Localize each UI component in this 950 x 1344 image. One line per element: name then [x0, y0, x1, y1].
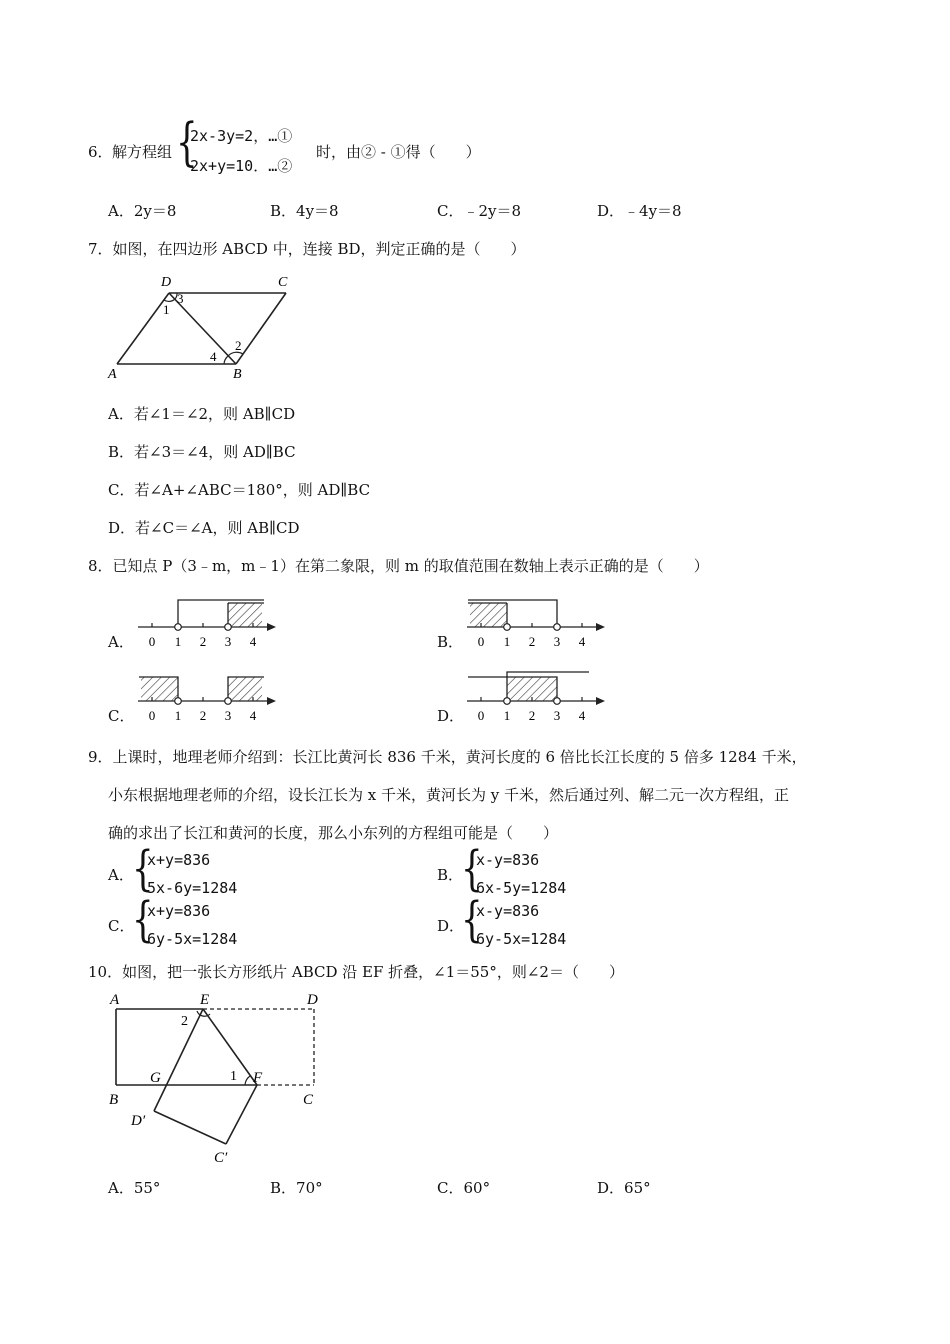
- q10-label-b: B: [109, 1092, 119, 1108]
- tick-2: 2: [199, 708, 207, 723]
- q7-arc-4: [224, 356, 228, 364]
- q10-figure: [100, 988, 340, 1168]
- q10-label-g: G: [150, 1070, 161, 1086]
- q9-brace-b: {: [461, 841, 483, 897]
- q10-stem: 10．如图，把一张长方形纸片 ABCD 沿 EF 折叠，∠1＝55°，则∠2＝（ ）: [88, 963, 624, 981]
- q7-option-a[interactable]: A．若∠1＝∠2，则 AB∥CD: [108, 405, 296, 423]
- tick-4: 4: [249, 634, 257, 649]
- tick-1: 1: [174, 708, 182, 723]
- tick-1: 1: [503, 708, 511, 723]
- q7-label-d: D: [161, 275, 172, 290]
- tick-4: 4: [578, 708, 586, 723]
- tick-1: 1: [174, 634, 182, 649]
- q6-option-a[interactable]: A．2y＝8: [108, 202, 177, 220]
- q10-side-d1c1: [154, 1111, 226, 1144]
- q8-numberline-c[interactable]: [136, 668, 286, 728]
- tick-0: 0: [477, 708, 485, 723]
- q9-a-eq1: x+y=836: [147, 851, 211, 869]
- tick-0: 0: [477, 634, 485, 649]
- q10-label-f: F: [253, 1070, 263, 1086]
- tick-0: 0: [148, 634, 156, 649]
- q9-c-eq1: x+y=836: [147, 902, 211, 920]
- q7-angle-2: 2: [235, 338, 242, 353]
- q7-angle-4: 4: [210, 349, 217, 364]
- q6-eq2: 2x+y=10．…②: [190, 157, 293, 175]
- q10-angle-1: 1: [230, 1069, 237, 1084]
- q10-option-d[interactable]: D．65°: [597, 1179, 651, 1197]
- q9-option-a[interactable]: A．: [108, 866, 134, 884]
- q9-brace-d: {: [461, 892, 483, 948]
- tick-2: 2: [528, 708, 536, 723]
- q10-side-c1f: [226, 1085, 257, 1144]
- q9-option-c[interactable]: C．: [108, 917, 135, 935]
- q6-number: 6．: [88, 143, 113, 161]
- q10-arc-2: [197, 1011, 210, 1016]
- tick-2: 2: [528, 634, 536, 649]
- tick-1: 1: [503, 634, 511, 649]
- tick-3: 3: [553, 634, 561, 649]
- q8-numberline-b[interactable]: [465, 594, 615, 654]
- q9-option-b[interactable]: B．: [437, 866, 464, 884]
- q10-label-d: D: [307, 992, 318, 1008]
- q10-label-a: A: [110, 992, 120, 1008]
- q9-option-d[interactable]: D．: [437, 917, 465, 935]
- q6-prefix: 解方程组: [112, 143, 173, 161]
- q7-figure: [100, 268, 310, 386]
- q8-numberline-d[interactable]: [465, 668, 615, 728]
- q6-eq1: 2x-3y=2，…①: [190, 127, 293, 145]
- q7-option-c[interactable]: C．若∠A+∠ABC＝180°，则 AD∥BC: [108, 481, 371, 499]
- tick-3: 3: [224, 634, 232, 649]
- q6-brace: {: [176, 113, 198, 173]
- q10-option-b[interactable]: B．70°: [270, 1179, 323, 1197]
- q8-option-d[interactable]: D．: [437, 707, 465, 725]
- q9-line-2: 小东根据地理老师的介绍，设长江长为 x 千米，黄河长为 y 千米，然后通过列、解二元一次方程组，正: [108, 786, 790, 804]
- tick-2: 2: [199, 634, 207, 649]
- q10-arc-1: [245, 1076, 250, 1085]
- q6-suffix: 时，由② - ①得（ ）: [316, 143, 481, 161]
- tick-4: 4: [249, 708, 257, 723]
- q9-b-eq2: 6x-5y=1284: [476, 879, 567, 897]
- q9-d-eq2: 6y-5x=1284: [476, 930, 567, 948]
- q7-label-c: C: [278, 275, 288, 290]
- q9-brace-a: {: [132, 841, 154, 897]
- q9-brace-c: {: [132, 892, 154, 948]
- q10-option-c[interactable]: C．60°: [437, 1179, 491, 1197]
- q6-option-b[interactable]: B．4y＝8: [270, 202, 339, 220]
- tick-3: 3: [224, 708, 232, 723]
- q9-d-eq1: x-y=836: [476, 902, 540, 920]
- q6-option-d[interactable]: D．﹣4y＝8: [597, 202, 682, 220]
- q8-option-b[interactable]: B．: [437, 633, 464, 651]
- q9-a-eq2: 5x-6y=1284: [147, 879, 238, 897]
- q8-option-c[interactable]: C．: [108, 707, 135, 725]
- q9-line-1: 9．上课时，地理老师介绍到：长江比黄河长 836 千米，黄河长度的 6 倍比长江长度的 5 倍多 1284 千米，: [88, 748, 807, 766]
- q9-line-3: 确的求出了长江和黄河的长度，那么小东列的方程组可能是（ ）: [108, 824, 559, 842]
- q10-label-d-prime: D′: [131, 1113, 146, 1129]
- q10-label-e: E: [200, 992, 210, 1008]
- q7-side-ad: [117, 293, 169, 364]
- q9-b-eq1: x-y=836: [476, 851, 540, 869]
- q10-option-a[interactable]: A．55°: [108, 1179, 161, 1197]
- q10-angle-2: 2: [181, 1014, 188, 1029]
- q7-angle-3: 3: [177, 291, 184, 306]
- q10-side-ed1: [154, 1009, 203, 1111]
- q10-label-c: C: [303, 1092, 314, 1108]
- q7-angle-1: 1: [163, 302, 170, 317]
- q8-numberline-a[interactable]: [136, 594, 286, 654]
- q8-option-a[interactable]: A．: [108, 633, 134, 651]
- q8-stem: 8．已知点 P（3﹣m，m﹣1）在第二象限，则 m 的取值范围在数轴上表示正确的是（ ）: [88, 557, 709, 575]
- q7-side-bc: [236, 293, 286, 364]
- q10-label-c-prime: C′: [214, 1150, 228, 1166]
- tick-0: 0: [148, 708, 156, 723]
- tick-3: 3: [553, 708, 561, 723]
- q6-option-c[interactable]: C．﹣2y＝8: [437, 202, 522, 220]
- q7-stem: 7．如图，在四边形 ABCD 中，连接 BD，判定正确的是（ ）: [88, 240, 526, 258]
- q7-label-b: B: [233, 367, 242, 382]
- q7-option-d[interactable]: D．若∠C＝∠A，则 AB∥CD: [108, 519, 300, 537]
- q9-c-eq2: 6y-5x=1284: [147, 930, 238, 948]
- q7-label-a: A: [108, 367, 117, 382]
- q7-option-b[interactable]: B．若∠3＝∠4，则 AD∥BC: [108, 443, 296, 461]
- tick-4: 4: [578, 634, 586, 649]
